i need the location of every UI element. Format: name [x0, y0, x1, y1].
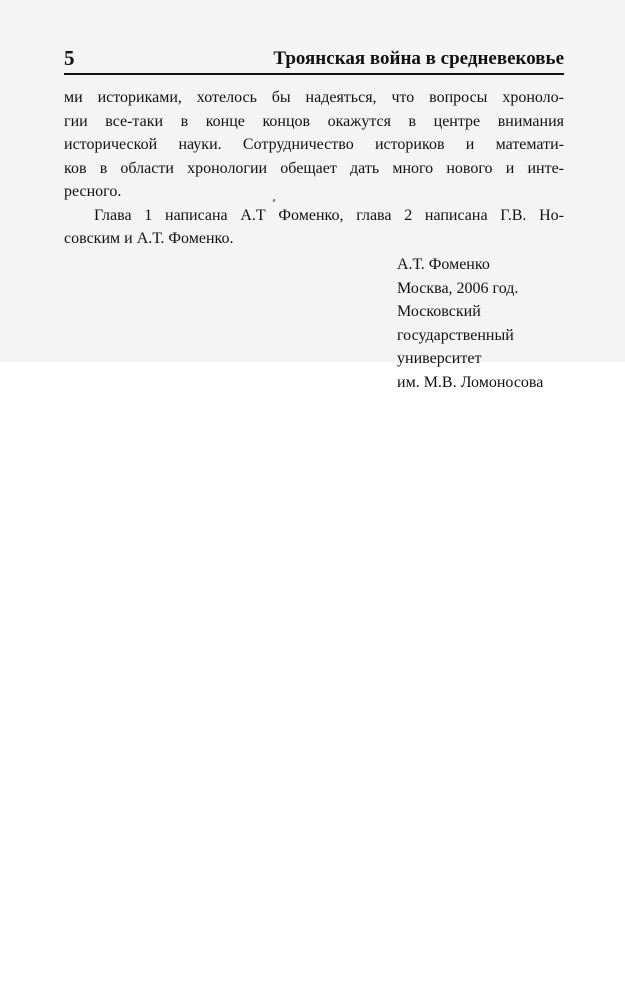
signature-affiliation-line: государственный [397, 326, 514, 344]
text-line: исторической науки. Сотрудничество историков и математи- [64, 136, 564, 153]
body-text [64, 86, 564, 251]
signature-place-date: Москва, 2006 год. [397, 279, 519, 297]
signature-affiliation-line: Московский [397, 303, 481, 320]
page-number: 5 [64, 46, 75, 70]
signature-affiliation-line: им. М.В. Ломоносова [397, 373, 544, 391]
text-line: ков в области хронологии обещает дать много нового и инте- [64, 159, 564, 177]
signature-affiliation-line: университет [397, 350, 482, 367]
page-header [64, 44, 564, 72]
text-line: ми историками, хотелось бы надеяться, что вопросы хроноло- [64, 89, 564, 106]
signature-block [397, 253, 577, 394]
paragraph-authorship [64, 204, 564, 251]
header-rule [64, 73, 564, 75]
paragraph-continued [64, 86, 564, 204]
text-line: совским и А.Т. Фоменко. [64, 230, 234, 247]
text-line: Глава 1 написана А.Т Фоменко, глава 2 написана Г.В. Но- [94, 206, 564, 224]
text-line: ресного. [64, 183, 122, 200]
text-line: гии все-таки в конце концов окажутся в центре внимания [64, 112, 564, 130]
signature-author: А.Т. Фоменко [397, 256, 490, 273]
running-title: Троянская война в средневековье [273, 48, 564, 69]
